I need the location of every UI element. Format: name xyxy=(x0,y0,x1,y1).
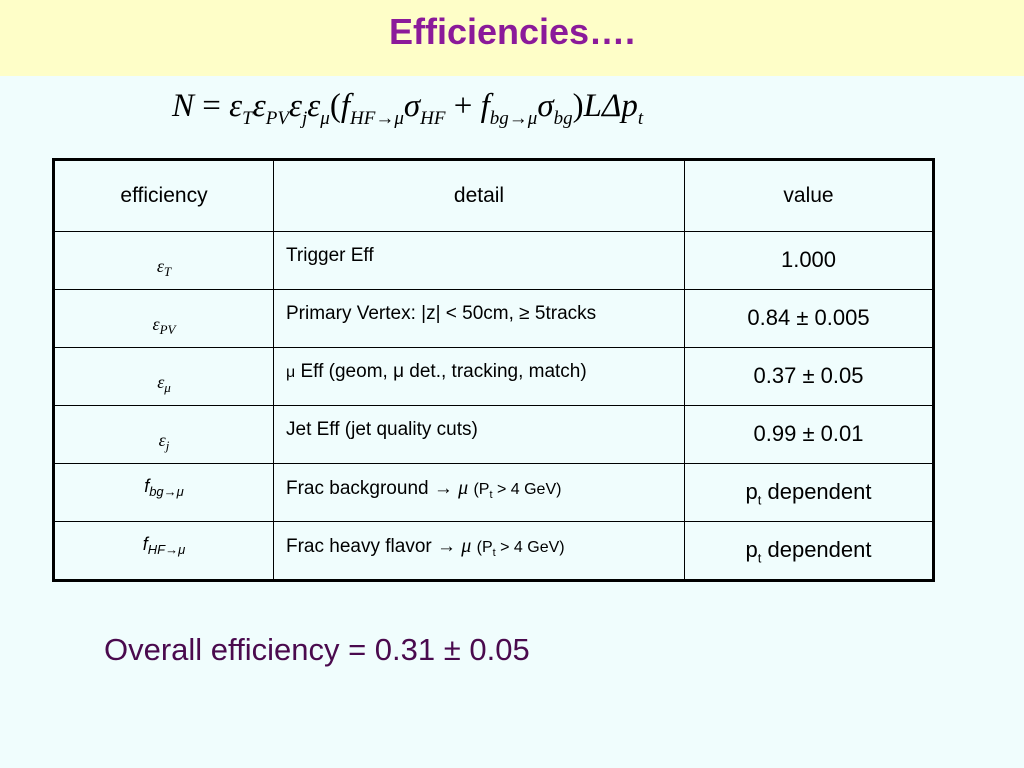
value-main: p xyxy=(745,479,758,504)
symbol-sub: bg→μ xyxy=(149,484,184,499)
symbol-main: f xyxy=(142,534,148,554)
symbol-sub: PV xyxy=(159,322,176,337)
header-value: value xyxy=(685,160,934,232)
detail-mu: μ xyxy=(286,364,296,381)
header-detail: detail xyxy=(274,160,685,232)
value-cell xyxy=(685,290,934,348)
formula-plus: + xyxy=(453,88,473,124)
value-cell xyxy=(685,232,934,290)
efficiency-cell xyxy=(54,290,274,348)
overall-efficiency: Overall efficiency = 0.31 ± 0.05 xyxy=(104,632,530,667)
value-cell xyxy=(685,464,934,522)
efficiency-formula xyxy=(172,88,852,138)
detail-text: Jet Eff (jet quality cuts) xyxy=(286,419,478,440)
detail-cell xyxy=(274,406,685,464)
table-row xyxy=(54,406,934,464)
value-sub: t xyxy=(757,550,762,566)
detail-mu: μ xyxy=(458,477,469,499)
condition-sub: t xyxy=(492,547,496,560)
detail-condition xyxy=(473,481,562,502)
formula-eps-j: ε xyxy=(288,88,302,124)
formula-p: p xyxy=(621,88,638,124)
formula-lparen: ( xyxy=(329,88,341,124)
symbol-main: ε xyxy=(156,256,164,276)
formula-f-hf: f xyxy=(340,88,350,124)
detail-cell xyxy=(274,348,685,406)
symbol-sub: j xyxy=(165,438,170,453)
symbol-sub: HF→μ xyxy=(147,542,186,557)
formula-sub-j: j xyxy=(301,108,308,129)
detail-cell xyxy=(274,464,685,522)
detail-body: Frac heavy flavor xyxy=(286,536,432,557)
formula-n: N xyxy=(172,88,195,124)
formula-eps-t: ε xyxy=(229,88,243,124)
value-cell xyxy=(685,522,934,581)
symbol-main: ε xyxy=(157,372,165,392)
detail-mu: μ xyxy=(461,535,472,557)
detail-text xyxy=(274,464,684,501)
efficiency-symbol xyxy=(55,348,273,396)
table-row xyxy=(54,290,934,348)
table-row xyxy=(54,464,934,522)
formula-l-delta: LΔ xyxy=(583,88,622,124)
detail-cell xyxy=(274,290,685,348)
symbol-main: ε xyxy=(158,430,166,450)
detail-text xyxy=(274,522,684,559)
condition-pre: (P xyxy=(473,481,490,498)
efficiency-symbol xyxy=(55,406,273,454)
formula-sub-t: T xyxy=(242,108,253,129)
formula-eps-pv: ε xyxy=(252,88,266,124)
efficiency-cell xyxy=(54,406,274,464)
detail-body: Frac background xyxy=(286,478,429,499)
formula-sigma-bg: σ xyxy=(537,88,554,124)
value-text: 0.37 ± 0.05 xyxy=(753,363,864,388)
value-cell xyxy=(685,406,934,464)
header-efficiency: efficiency xyxy=(54,160,274,232)
detail-body: Eff (geom, μ det., tracking, match) xyxy=(295,361,587,382)
condition-post: > 4 GeV) xyxy=(495,539,565,556)
table-row xyxy=(54,522,934,581)
table-row xyxy=(54,348,934,406)
formula-f-bg: f xyxy=(480,88,490,124)
symbol-main: f xyxy=(144,476,150,496)
efficiency-symbol xyxy=(55,290,273,338)
value-cell xyxy=(685,348,934,406)
value-text: 0.84 ± 0.005 xyxy=(747,305,870,330)
formula-sub-pv: PV xyxy=(265,108,289,129)
efficiency-symbol xyxy=(55,522,273,557)
detail-text xyxy=(274,348,684,383)
formula-sub-mu: μ xyxy=(320,108,330,129)
formula-sub-hf-mu: HF→μ xyxy=(350,108,404,129)
slide-title: Efficiencies…. xyxy=(388,11,636,52)
table-row xyxy=(54,232,934,290)
formula-eps-mu: ε xyxy=(307,88,321,124)
efficiency-cell xyxy=(54,348,274,406)
efficiency-table xyxy=(52,158,935,582)
condition-pre: (P xyxy=(476,539,493,556)
detail-cell xyxy=(274,522,685,581)
arrow-icon: → xyxy=(437,536,457,557)
value-text: 1.000 xyxy=(780,247,837,272)
efficiency-symbol xyxy=(55,232,273,280)
value-main: p xyxy=(745,537,758,562)
detail-text: Trigger Eff xyxy=(286,245,374,266)
efficiency-cell xyxy=(54,232,274,290)
condition-post: > 4 GeV) xyxy=(492,481,562,498)
symbol-sub: T xyxy=(163,264,172,279)
detail-condition xyxy=(476,539,565,560)
arrow-icon: → xyxy=(433,478,453,499)
detail-cell xyxy=(274,232,685,290)
formula-equals: = xyxy=(202,88,221,124)
formula-sigma-hf: σ xyxy=(403,88,421,124)
efficiency-cell xyxy=(54,522,274,581)
formula-sub-hf: HF xyxy=(420,108,446,129)
formula-sub-bg-mu: bg→μ xyxy=(489,108,538,129)
symbol-main: ε xyxy=(152,314,160,334)
efficiency-symbol xyxy=(55,464,273,499)
value-text: 0.99 ± 0.01 xyxy=(753,421,864,446)
table-header-row xyxy=(54,160,934,232)
efficiency-cell xyxy=(54,464,274,522)
detail-text: Primary Vertex: |z| < 50cm, ≥ 5tracks xyxy=(286,303,597,324)
value-text xyxy=(685,522,932,565)
symbol-sub: μ xyxy=(164,380,171,395)
value-sub: t xyxy=(757,492,762,508)
formula-rparen: ) xyxy=(572,88,584,124)
formula-sub-bg: bg xyxy=(553,108,573,129)
value-post: dependent xyxy=(761,479,872,504)
value-post: dependent xyxy=(761,537,872,562)
value-text xyxy=(685,464,932,507)
condition-sub: t xyxy=(489,489,493,502)
formula-sub-t-p: t xyxy=(637,108,644,129)
